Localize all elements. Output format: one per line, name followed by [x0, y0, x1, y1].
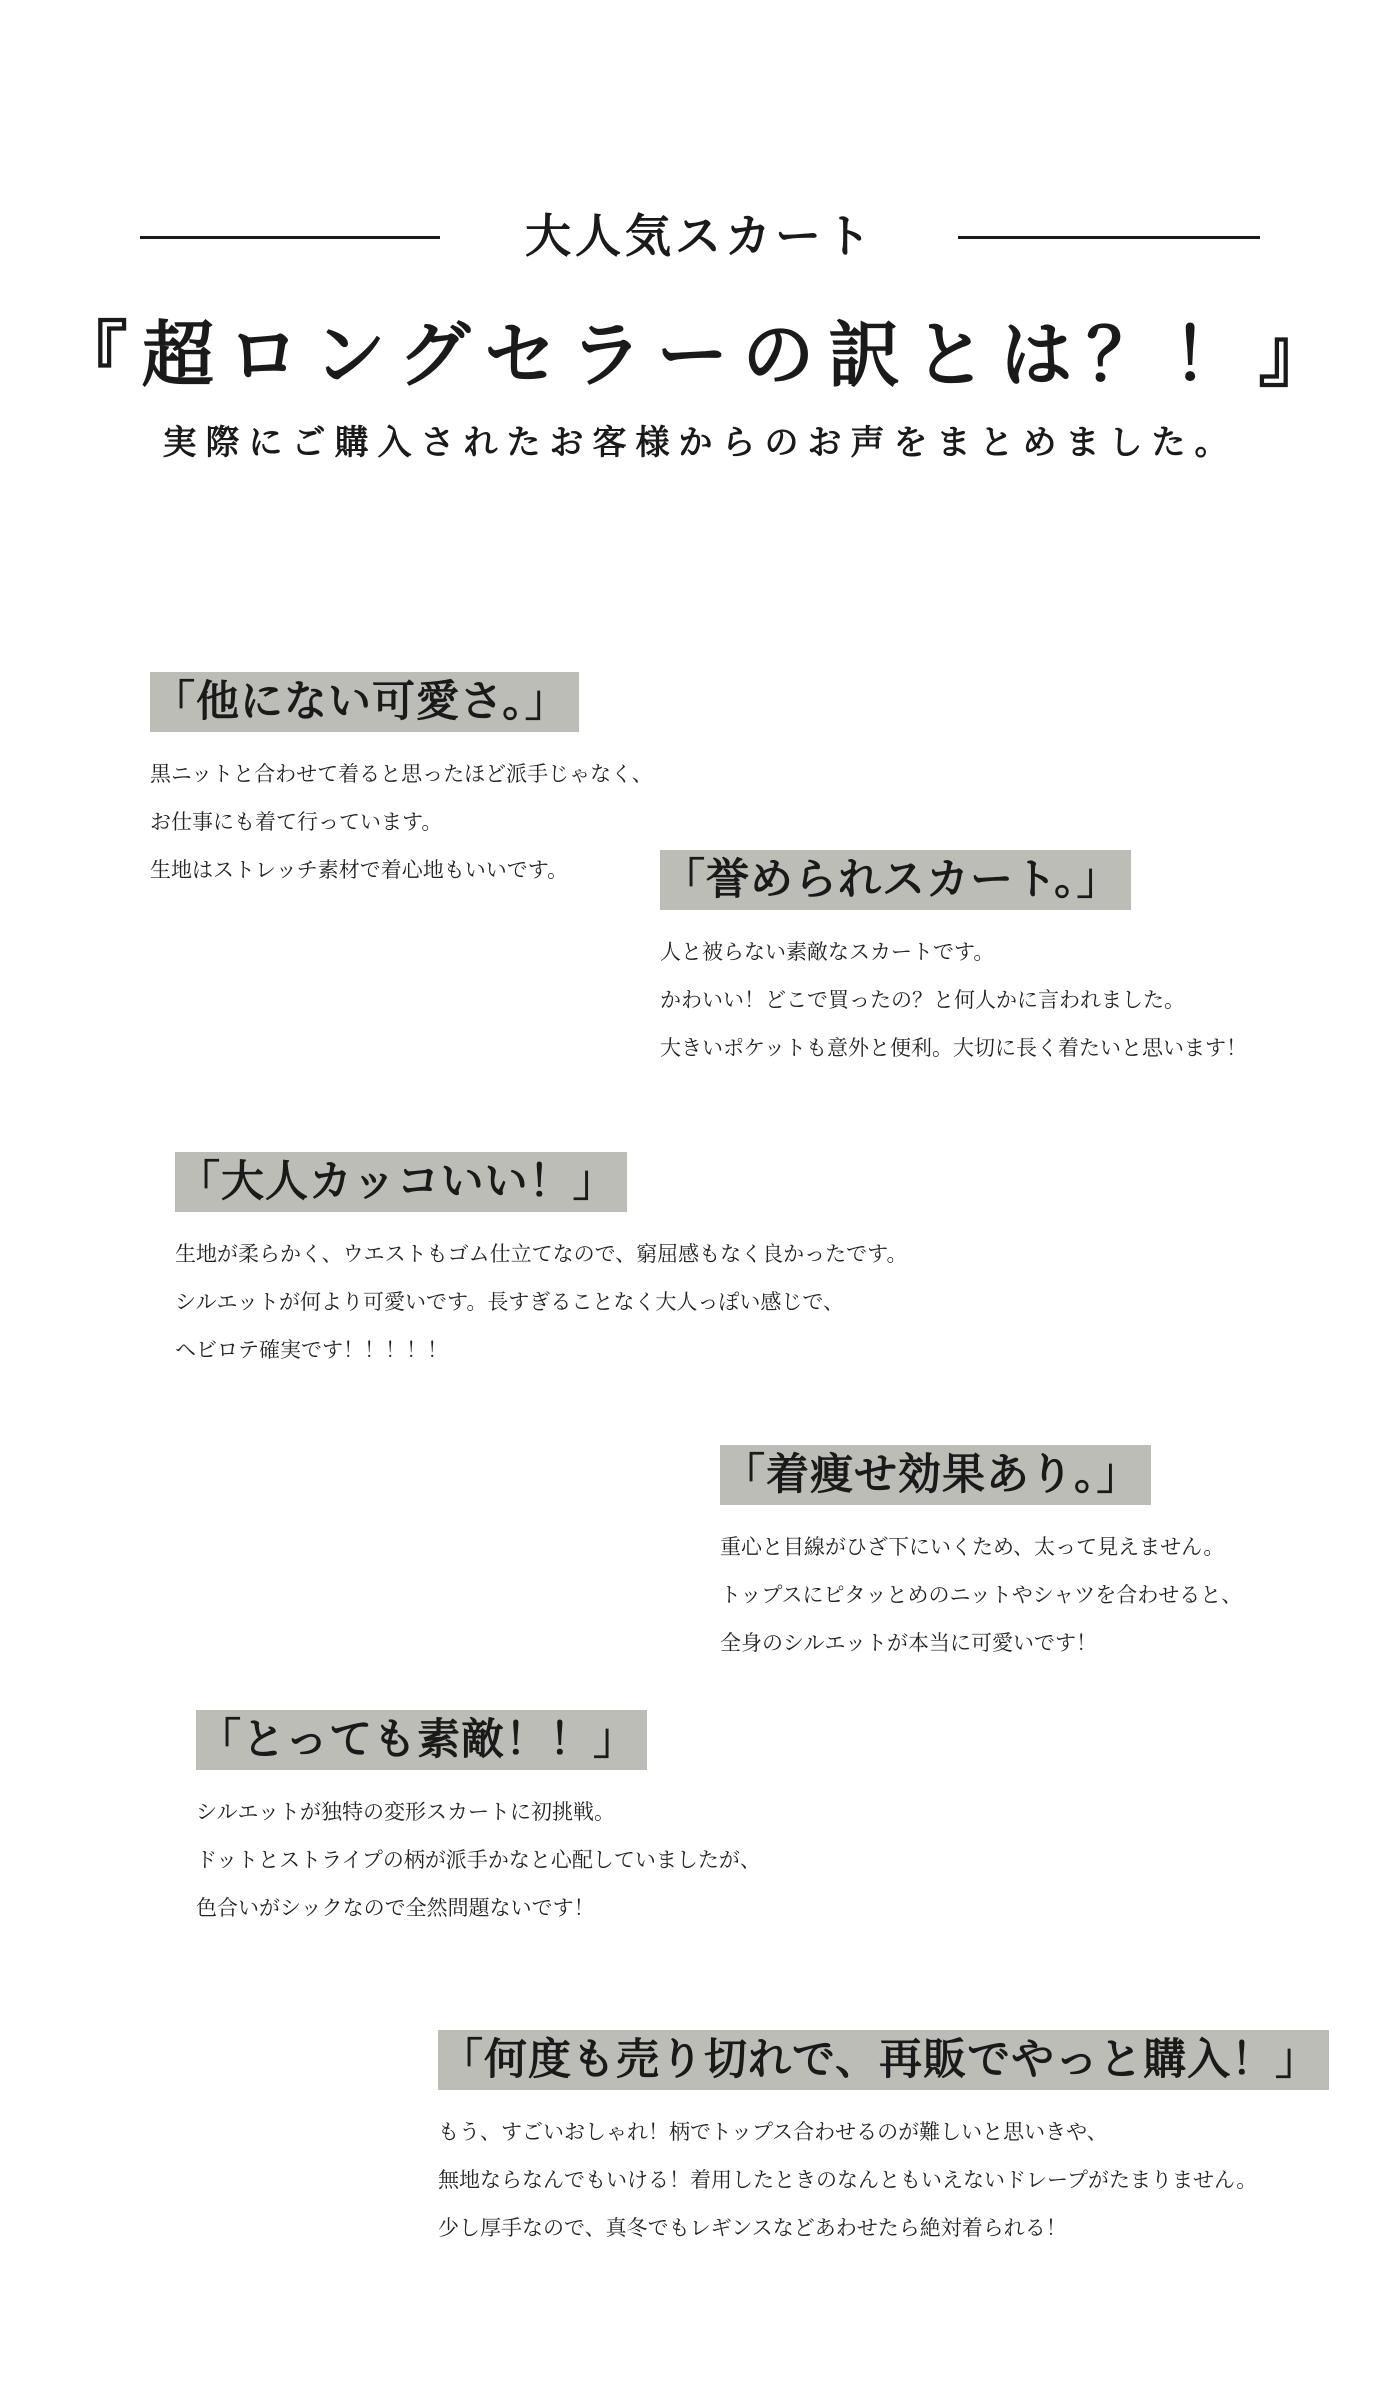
review-line: お仕事にも着て行っています。	[150, 810, 443, 834]
review-card-3	[175, 1152, 907, 1374]
review-line: もう、すごいおしゃれ！柄でトップス合わせるのが難しいと思いきや、	[438, 2120, 1108, 2144]
review-line: 全身のシルエットが本当に可愛いです！	[720, 1631, 1098, 1655]
review-line: シルエットが独特の変形スカートに初挑戦。	[196, 1800, 616, 1824]
review-line: 生地が柔らかく、ウエストもゴム仕立てなので、窮屈感もなく良かったです。	[175, 1242, 908, 1266]
page-title: 『超ロングセラーの訳とは？！』	[55, 313, 1345, 397]
review-card-6	[438, 2030, 1329, 2252]
review-title: 「誉められスカート。」	[660, 850, 1131, 910]
review-line: 大きいポケットも意外と便利。大切に長く着たいと思います！	[660, 1036, 1247, 1060]
review-line: 黒ニットと合わせて着ると思ったほど派手じゃなく、	[150, 762, 653, 786]
review-card-5	[196, 1710, 761, 1932]
review-title: 「着痩せ効果あり。」	[720, 1445, 1151, 1505]
review-line: 色合いがシックなので全然問題ないです！	[196, 1896, 595, 1920]
review-title: 「他にない可愛さ。」	[150, 672, 579, 732]
review-line: 生地はストレッチ素材で着心地もいいです。	[150, 858, 569, 882]
review-line: 少し厚手なので、真冬でもレギンスなどあわせたら絶対着られる！	[438, 2216, 1067, 2240]
review-card-4	[720, 1445, 1242, 1667]
review-line: 無地ならなんでもいける！着用したときのなんともいえないドレープがたまりません。	[438, 2168, 1258, 2192]
category-label: 大人気スカート	[525, 209, 875, 263]
review-line: シルエットが何より可愛いです。長すぎることなく大人っぽい感じで、	[175, 1290, 844, 1314]
review-title: 「とっても素敵！！」	[196, 1710, 647, 1770]
page-subtitle: 実際にご購入されたお客様からのお声をまとめました。	[162, 423, 1238, 463]
review-line: トップスにピタッとめのニットやシャツを合わせると、	[720, 1583, 1243, 1607]
review-card-1	[150, 672, 653, 894]
review-title: 「大人カッコいい！」	[175, 1152, 627, 1212]
review-line: かわいい！どこで買ったの？と何人かに言われました。	[660, 988, 1185, 1012]
review-body	[175, 1230, 907, 1374]
review-line: 人と被らない素敵なスカートです。	[660, 940, 995, 964]
review-body	[150, 750, 653, 894]
header-rule-right	[958, 236, 1260, 239]
review-line: ドットとストライプの柄が派手かなと心配していましたが、	[196, 1848, 761, 1872]
review-body	[196, 1788, 761, 1932]
review-line: ヘビロテ確実です！！！！！	[175, 1338, 448, 1362]
review-line: 重心と目線がひざ下にいくため、太って見えません。	[720, 1535, 1225, 1559]
review-body	[660, 928, 1247, 1072]
review-body	[720, 1523, 1242, 1667]
review-card-2	[660, 850, 1247, 1072]
review-title: 「何度も売り切れで、再販でやっと購入！」	[438, 2030, 1329, 2090]
review-body	[438, 2108, 1329, 2252]
